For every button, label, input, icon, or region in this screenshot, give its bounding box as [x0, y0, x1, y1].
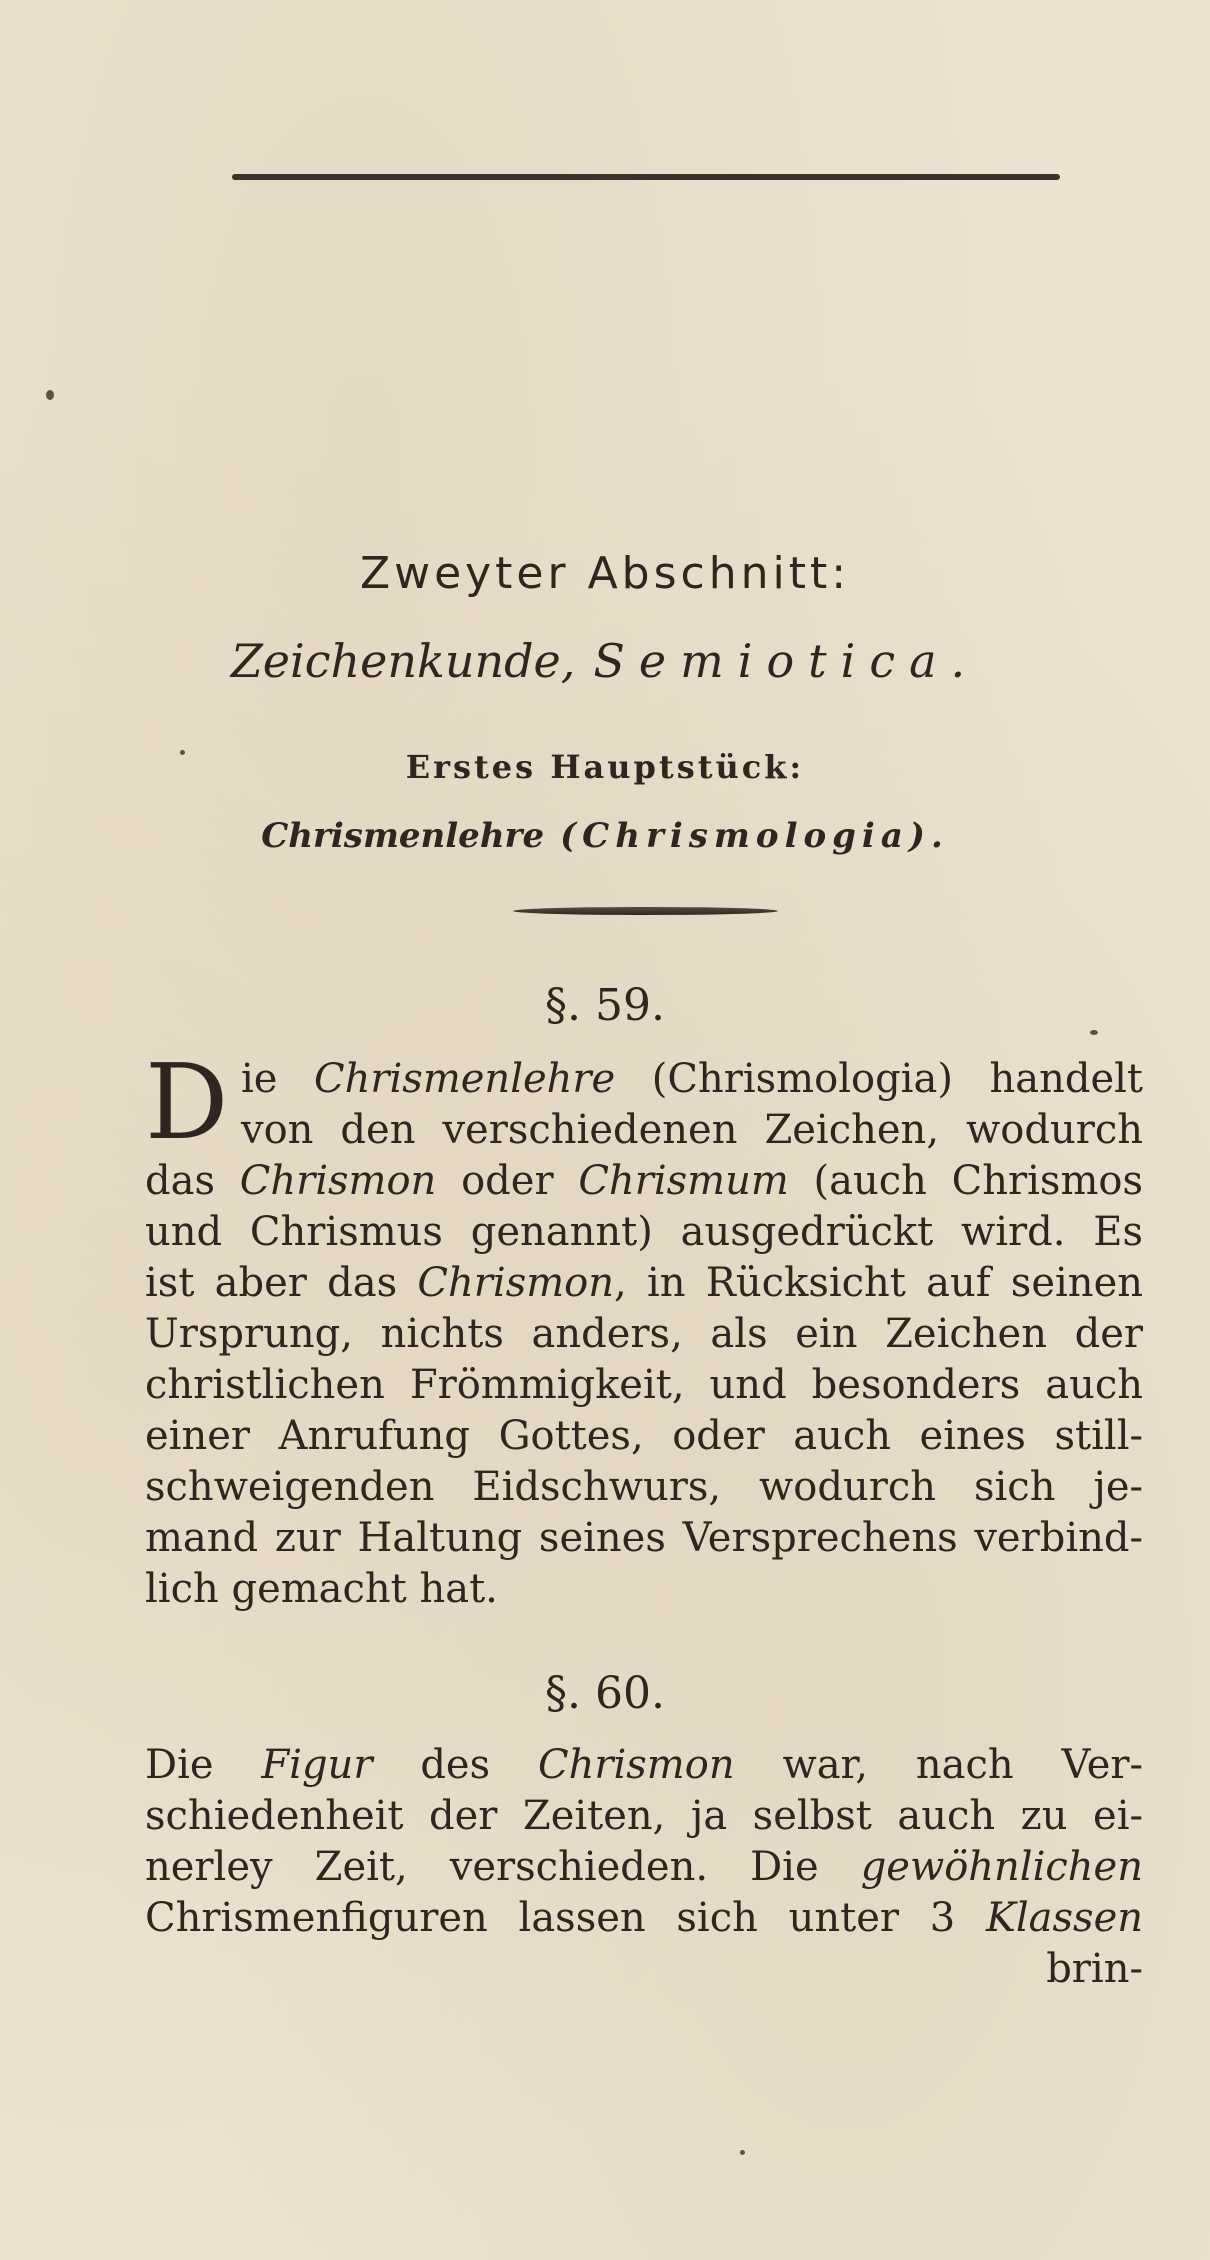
- paragraph-number-59: §. 59.: [545, 980, 665, 1031]
- text-line: [145, 1054, 1143, 1105]
- chapter-subtitle-german: Chrismenlehre: [261, 816, 545, 856]
- text-run: (auch Chrismos: [788, 1158, 1143, 1204]
- paragraph-number-60: §. 60.: [545, 1668, 665, 1719]
- text-run: christlichen Frömmigkeit, und besonders auch: [145, 1362, 1143, 1408]
- text-run: Ursprung, nichts anders, als ein Zeichen der: [145, 1311, 1143, 1357]
- italic-term: Chrismenlehre: [314, 1056, 616, 1102]
- top-rule: [232, 174, 1060, 180]
- text-run: schiedenheit der Zeiten, ja selbst auch zu ei-: [145, 1793, 1143, 1839]
- italic-term: gewöhnlichen: [860, 1844, 1143, 1890]
- text-run: von den verschiedenen Zeichen, wodurch: [241, 1107, 1143, 1153]
- text-run: ie: [241, 1056, 315, 1102]
- text-run: nerley Zeit, verschieden. Die: [145, 1844, 861, 1890]
- italic-term: Chrismon: [239, 1158, 437, 1204]
- text-run: war, nach Ver-: [734, 1742, 1144, 1788]
- section-subtitle: [0, 634, 1210, 688]
- paper-speck: [740, 2150, 745, 2155]
- text-line: [145, 1944, 1143, 1995]
- chapter-subtitle: [0, 816, 1210, 856]
- italic-term: Klassen: [985, 1895, 1143, 1941]
- text-run: einer Anrufung Gottes, oder auch eines still-: [145, 1413, 1143, 1459]
- text-run: schweigenden Eidschwurs, wodurch sich je-: [145, 1464, 1143, 1510]
- text-run: lich gemacht hat.: [145, 1566, 498, 1612]
- text-run: Chrismenfiguren lassen sich unter 3: [145, 1895, 986, 1941]
- text-run: Die: [145, 1742, 262, 1788]
- text-line: [145, 1791, 1143, 1842]
- text-run: oder: [436, 1158, 579, 1204]
- italic-term: Chrismum: [578, 1158, 789, 1204]
- text-line: [145, 1258, 1143, 1309]
- ornamental-rule: [513, 907, 778, 915]
- drop-cap: D: [145, 1041, 229, 1163]
- italic-term: Chrismon: [417, 1260, 614, 1306]
- text-run: brin-: [1046, 1946, 1143, 1992]
- paragraph-60: [145, 1740, 1143, 1995]
- paper-speck: [46, 390, 54, 400]
- italic-term: Figur: [261, 1742, 373, 1788]
- paragraph-59: [145, 1054, 1143, 1615]
- paper-speck: [1090, 1030, 1098, 1035]
- chapter-subtitle-latin: (Chrismologia).: [560, 816, 949, 856]
- chapter-heading: Erstes Hauptstück:: [405, 748, 805, 786]
- section-subtitle-latin: Semiotica.: [593, 634, 980, 688]
- text-line: [145, 1411, 1143, 1462]
- italic-term: Chrismon: [538, 1742, 735, 1788]
- text-run: , in Rücksicht auf seinen: [614, 1260, 1143, 1306]
- text-run: des: [372, 1742, 538, 1788]
- text-line: [145, 1740, 1143, 1791]
- paper-speck: [180, 750, 185, 755]
- text-line: [145, 1309, 1143, 1360]
- text-line: [145, 1513, 1143, 1564]
- text-run: (Chrismologia) handelt: [615, 1056, 1143, 1102]
- text-run: mand zur Haltung seines Versprechens verbind-: [145, 1515, 1143, 1561]
- section-heading: Zweyter Abschnitt:: [359, 548, 851, 599]
- text-line: [145, 1105, 1143, 1156]
- text-line: [145, 1360, 1143, 1411]
- section-subtitle-german: Zeichenkunde,: [230, 634, 576, 688]
- text-line: [145, 1462, 1143, 1513]
- text-run: das: [145, 1158, 240, 1204]
- text-line: [145, 1564, 1143, 1615]
- text-line: [145, 1156, 1143, 1207]
- text-line: [145, 1207, 1143, 1258]
- text-run: ist aber das: [145, 1260, 418, 1306]
- text-run: und Chrismus genannt) ausgedrückt wird. Es: [145, 1209, 1143, 1255]
- text-line: [145, 1893, 1143, 1944]
- text-line: [145, 1842, 1143, 1893]
